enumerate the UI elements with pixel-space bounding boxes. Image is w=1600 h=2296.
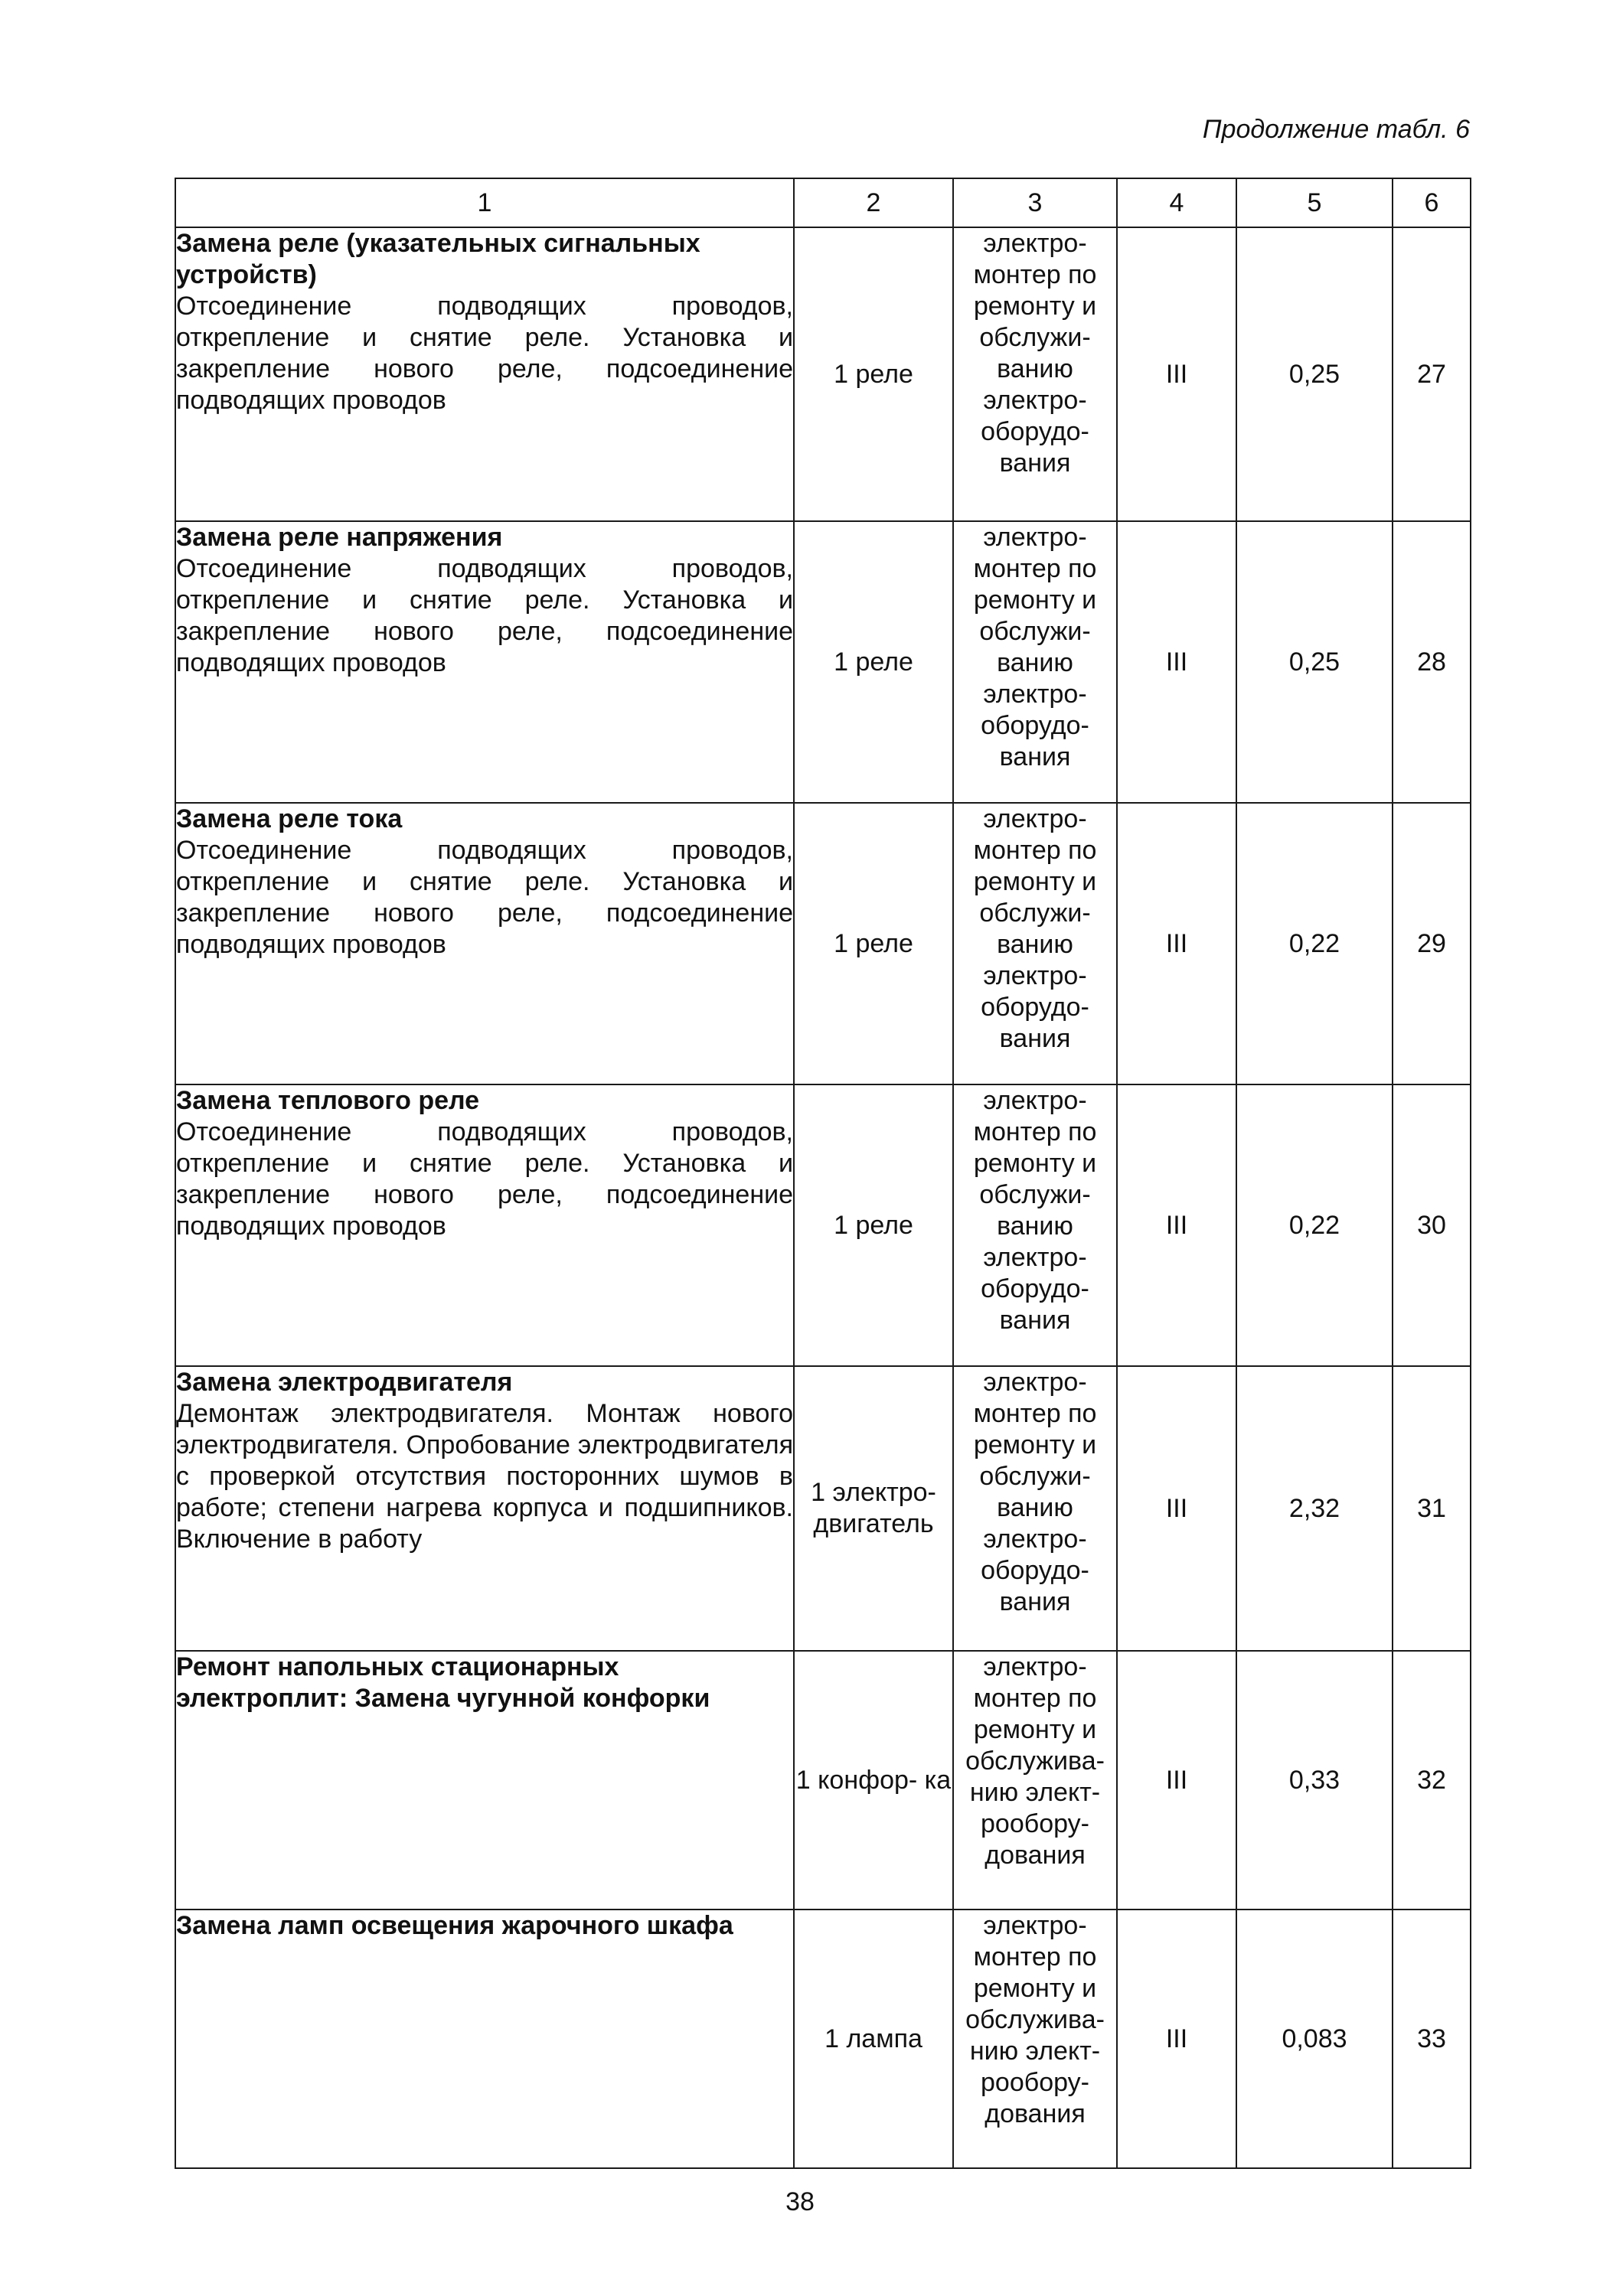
executor-line: обслужи-	[979, 1462, 1091, 1491]
table-header-row	[175, 178, 1471, 227]
executor-line: электро-	[983, 680, 1087, 709]
norm-cell: 0,083	[1236, 1910, 1393, 2168]
operation-cell	[175, 227, 794, 521]
header-col-1: 1	[175, 178, 794, 227]
operation-description: Демонтаж электродвигателя. Монтаж нового электродвигателя. Опробование электродвигателя с проверкой отсутствия посторонних шумов в работе; степени нагрева корпуса и подшипников. Включение в работу	[176, 1399, 793, 1554]
norm-cell: 0,33	[1236, 1651, 1393, 1910]
table-row	[175, 1910, 1471, 2168]
executor-line: обслужи-	[979, 899, 1091, 928]
executor-line: вания	[999, 448, 1071, 478]
executor-line: монтер по	[973, 836, 1097, 865]
header-col-2: 2	[794, 178, 953, 227]
executor-line: электро-	[983, 1086, 1087, 1115]
unit-cell: 1 реле	[794, 803, 953, 1084]
executor-line: электро-	[983, 1525, 1087, 1554]
executor-line: монтер по	[973, 1942, 1097, 1971]
number-cell: 30	[1393, 1084, 1471, 1366]
grade-cell: III	[1117, 1910, 1236, 2168]
executor-line: дования	[984, 2099, 1086, 2128]
grade-cell: III	[1117, 1366, 1236, 1651]
norm-cell: 2,32	[1236, 1366, 1393, 1651]
executor-line: ремонту и	[973, 585, 1097, 615]
executor-line: ремонту и	[973, 1974, 1097, 2003]
table-row	[175, 521, 1471, 803]
operation-title: Замена реле (указательных сигнальных устройств)	[176, 229, 700, 289]
unit-cell: 1 электро- двигатель	[794, 1366, 953, 1651]
grade-cell: III	[1117, 1651, 1236, 1910]
executor-line: оборудо-	[981, 993, 1089, 1022]
executor-line: ванию	[997, 1493, 1073, 1522]
executor-line: электро-	[983, 523, 1087, 552]
grade-cell: III	[1117, 803, 1236, 1084]
number-cell: 28	[1393, 521, 1471, 803]
executor-line: монтер по	[973, 260, 1097, 289]
table-row	[175, 1366, 1471, 1651]
unit-cell: 1 реле	[794, 521, 953, 803]
norm-cell: 0,25	[1236, 521, 1393, 803]
executor-line: электро-	[983, 386, 1087, 415]
unit-cell: 1 реле	[794, 227, 953, 521]
executor-line: нию элект-	[969, 2037, 1101, 2066]
executor-line: ванию	[997, 930, 1073, 959]
unit-cell: 1 лампа	[794, 1910, 953, 2168]
executor-line: монтер по	[973, 554, 1097, 583]
executor-cell	[953, 1910, 1117, 2168]
executor-line: ремонту и	[973, 292, 1097, 321]
executor-line: оборудо-	[981, 417, 1089, 446]
executor-line: электро-	[983, 1652, 1087, 1681]
executor-cell	[953, 1651, 1117, 1910]
grade-cell: III	[1117, 227, 1236, 521]
executor-line: электро-	[983, 1368, 1087, 1397]
operation-cell	[175, 1366, 794, 1651]
work-norms-table	[175, 178, 1471, 2169]
executor-line: электро-	[983, 1243, 1087, 1272]
executor-line: нию элект-	[969, 1778, 1101, 1807]
executor-line: электро-	[983, 1911, 1087, 1940]
header-col-3: 3	[953, 178, 1117, 227]
executor-line: монтер по	[973, 1684, 1097, 1713]
norm-cell: 0,22	[1236, 1084, 1393, 1366]
operation-cell	[175, 521, 794, 803]
norm-cell: 0,25	[1236, 227, 1393, 521]
executor-line: рообору-	[981, 1809, 1089, 1838]
table-row	[175, 227, 1471, 521]
executor-line: ванию	[997, 1212, 1073, 1241]
executor-line: монтер по	[973, 1117, 1097, 1146]
number-cell: 31	[1393, 1366, 1471, 1651]
executor-cell	[953, 1366, 1117, 1651]
executor-line: оборудо-	[981, 1556, 1089, 1585]
table-continuation-caption: Продолжение табл. 6	[1202, 115, 1470, 144]
executor-line: дования	[984, 1841, 1086, 1870]
executor-line: обслужива-	[965, 2005, 1105, 2034]
operation-description: Отсоединение подводящих проводов, открепление и снятие реле. Установка и закрепление нового реле, подсоединение подводящих проводов	[176, 836, 793, 959]
executor-line: ванию	[997, 648, 1073, 677]
executor-cell	[953, 227, 1117, 521]
header-col-5: 5	[1236, 178, 1393, 227]
table-row	[175, 1651, 1471, 1910]
operation-title: Замена электродвигателя	[176, 1368, 513, 1397]
operation-description: Отсоединение подводящих проводов, открепление и снятие реле. Установка и закрепление нового реле, подсоединение подводящих проводов	[176, 554, 793, 677]
operation-description: Отсоединение подводящих проводов, открепление и снятие реле. Установка и закрепление нового реле, подсоединение подводящих проводов	[176, 1117, 793, 1241]
executor-line: ремонту и	[973, 1430, 1097, 1459]
unit-cell: 1 реле	[794, 1084, 953, 1366]
executor-line: ремонту и	[973, 1149, 1097, 1178]
operation-title: Замена реле тока	[176, 804, 403, 833]
operation-title: Ремонт напольных стационарных электроплит: Замена чугунной конфорки	[176, 1652, 710, 1713]
header-col-4: 4	[1117, 178, 1236, 227]
grade-cell: III	[1117, 1084, 1236, 1366]
executor-line: ремонту и	[973, 867, 1097, 896]
executor-line: вания	[999, 1587, 1071, 1616]
table-row	[175, 803, 1471, 1084]
operation-title: Замена теплового реле	[176, 1086, 480, 1115]
executor-line: вания	[999, 1024, 1071, 1053]
executor-line: оборудо-	[981, 711, 1089, 740]
executor-line: рообору-	[981, 2068, 1089, 2097]
operation-title: Замена реле напряжения	[176, 523, 503, 552]
executor-line: ремонту и	[973, 1715, 1097, 1744]
number-cell: 33	[1393, 1910, 1471, 2168]
unit-cell: 1 конфор- ка	[794, 1651, 953, 1910]
executor-line: обслужи-	[979, 1180, 1091, 1209]
number-cell: 29	[1393, 803, 1471, 1084]
executor-line: электро-	[983, 961, 1087, 990]
executor-cell	[953, 803, 1117, 1084]
number-cell: 27	[1393, 227, 1471, 521]
norm-cell: 0,22	[1236, 803, 1393, 1084]
executor-line: вания	[999, 742, 1071, 771]
operation-cell	[175, 1910, 794, 2168]
executor-line: обслужи-	[979, 617, 1091, 646]
executor-line: оборудо-	[981, 1274, 1089, 1303]
operation-cell	[175, 1084, 794, 1366]
executor-cell	[953, 521, 1117, 803]
table-row	[175, 1084, 1471, 1366]
executor-line: электро-	[983, 804, 1087, 833]
grade-cell: III	[1117, 521, 1236, 803]
operation-cell	[175, 803, 794, 1084]
executor-line: ванию	[997, 354, 1073, 383]
executor-line: обслужива-	[965, 1746, 1105, 1776]
operation-cell	[175, 1651, 794, 1910]
header-col-6: 6	[1393, 178, 1471, 227]
executor-line: вания	[999, 1306, 1071, 1335]
executor-line: электро-	[983, 229, 1087, 258]
operation-title: Замена ламп освещения жарочного шкафа	[176, 1911, 733, 1940]
number-cell: 32	[1393, 1651, 1471, 1910]
operation-description: Отсоединение подводящих проводов, открепление и снятие реле. Установка и закрепление нового реле, подсоединение подводящих проводов	[176, 292, 793, 415]
page-number: 38	[785, 2187, 815, 2216]
executor-line: обслужи-	[979, 323, 1091, 352]
executor-cell	[953, 1084, 1117, 1366]
executor-line: монтер по	[973, 1399, 1097, 1428]
